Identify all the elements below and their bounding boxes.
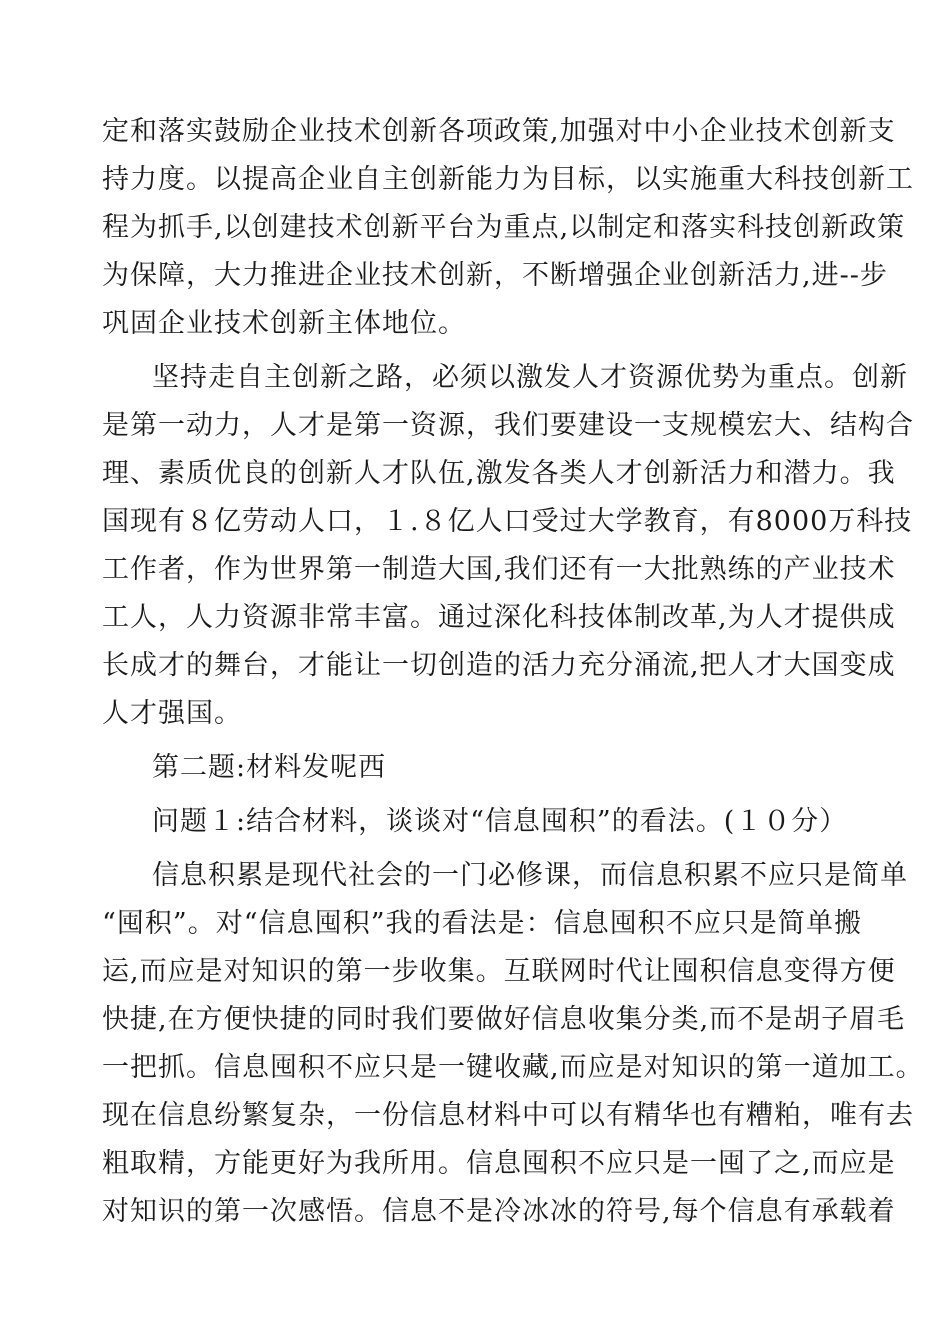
paragraph-line: 快捷,在方便快捷的同时我们要做好信息收集分类,而不是胡子眉毛 bbox=[102, 1004, 906, 1035]
paragraph-line: 人才强国。 bbox=[102, 698, 242, 729]
paragraph-line: 巩固企业技术创新主体地位。 bbox=[102, 308, 466, 339]
paragraph-line: 为保障，大力推进企业技术创新，不断增强企业创新活力,进--步 bbox=[102, 260, 888, 291]
paragraph-line: 长成才的舞台，才能让一切创造的活力充分涌流,把人才大国变成 bbox=[102, 650, 896, 681]
paragraph-line: 运,而应是对知识的第一步收集。互联网时代让囤积信息变得方便 bbox=[102, 956, 896, 987]
paragraph-line: 持力度。以提高企业自主创新能力为目标，以实施重大科技创新工 bbox=[102, 164, 914, 195]
paragraph-line: 坚持走自主创新之路，必须以激发人才资源优势为重点。创新 bbox=[152, 362, 908, 393]
paragraph-line: 现在信息纷繁复杂，一份信息材料中可以有精华也有糟粕，唯有去 bbox=[102, 1100, 914, 1131]
section-title: 第二题:材料发呢西 bbox=[152, 752, 387, 783]
paragraph-line: 工人，人力资源非常丰富。通过深化科技体制改革,为人才提供成 bbox=[102, 602, 896, 633]
paragraph-line: 是第一动力，人才是第一资源，我们要建设一支规模宏大、结构合 bbox=[102, 410, 914, 441]
paragraph-line: 工作者，作为世界第一制造大国,我们还有一大批熟练的产业技术 bbox=[102, 554, 896, 585]
paragraph-line: 对知识的第一次感悟。信息不是冷冰冰的符号,每个信息有承载着 bbox=[102, 1196, 896, 1227]
paragraph-line: 一把抓。信息囤积不应只是一键收藏,而应是对知识的第一道加工。 bbox=[102, 1052, 924, 1083]
paragraph-line: 理、素质优良的创新人才队伍,激发各类人才创新活力和潜力。我 bbox=[102, 458, 896, 489]
paragraph-line: 粗取精，方能更好为我所用。信息囤积不应只是一囤了之,而应是 bbox=[102, 1148, 896, 1179]
paragraph-line: 定和落实鼓励企业技术创新各项政策,加强对中小企业技术创新支 bbox=[102, 116, 896, 147]
paragraph-line: 信息积累是现代社会的一门必修课，而信息积累不应只是简单 bbox=[152, 860, 908, 891]
paragraph-line: “囤积”。对“信息囤积”我的看法是：信息囤积不应只是简单搬 bbox=[102, 908, 862, 939]
question-text: 问题１:结合材料，谈谈对“信息囤积”的看法。(１０分） bbox=[152, 806, 848, 837]
paragraph-line: 国现有８亿劳动人口，１.８亿人口受过大学教育，有8000万科技 bbox=[102, 506, 913, 537]
paragraph-line: 程为抓手,以创建技术创新平台为重点,以制定和落实科技创新政策 bbox=[102, 212, 906, 243]
